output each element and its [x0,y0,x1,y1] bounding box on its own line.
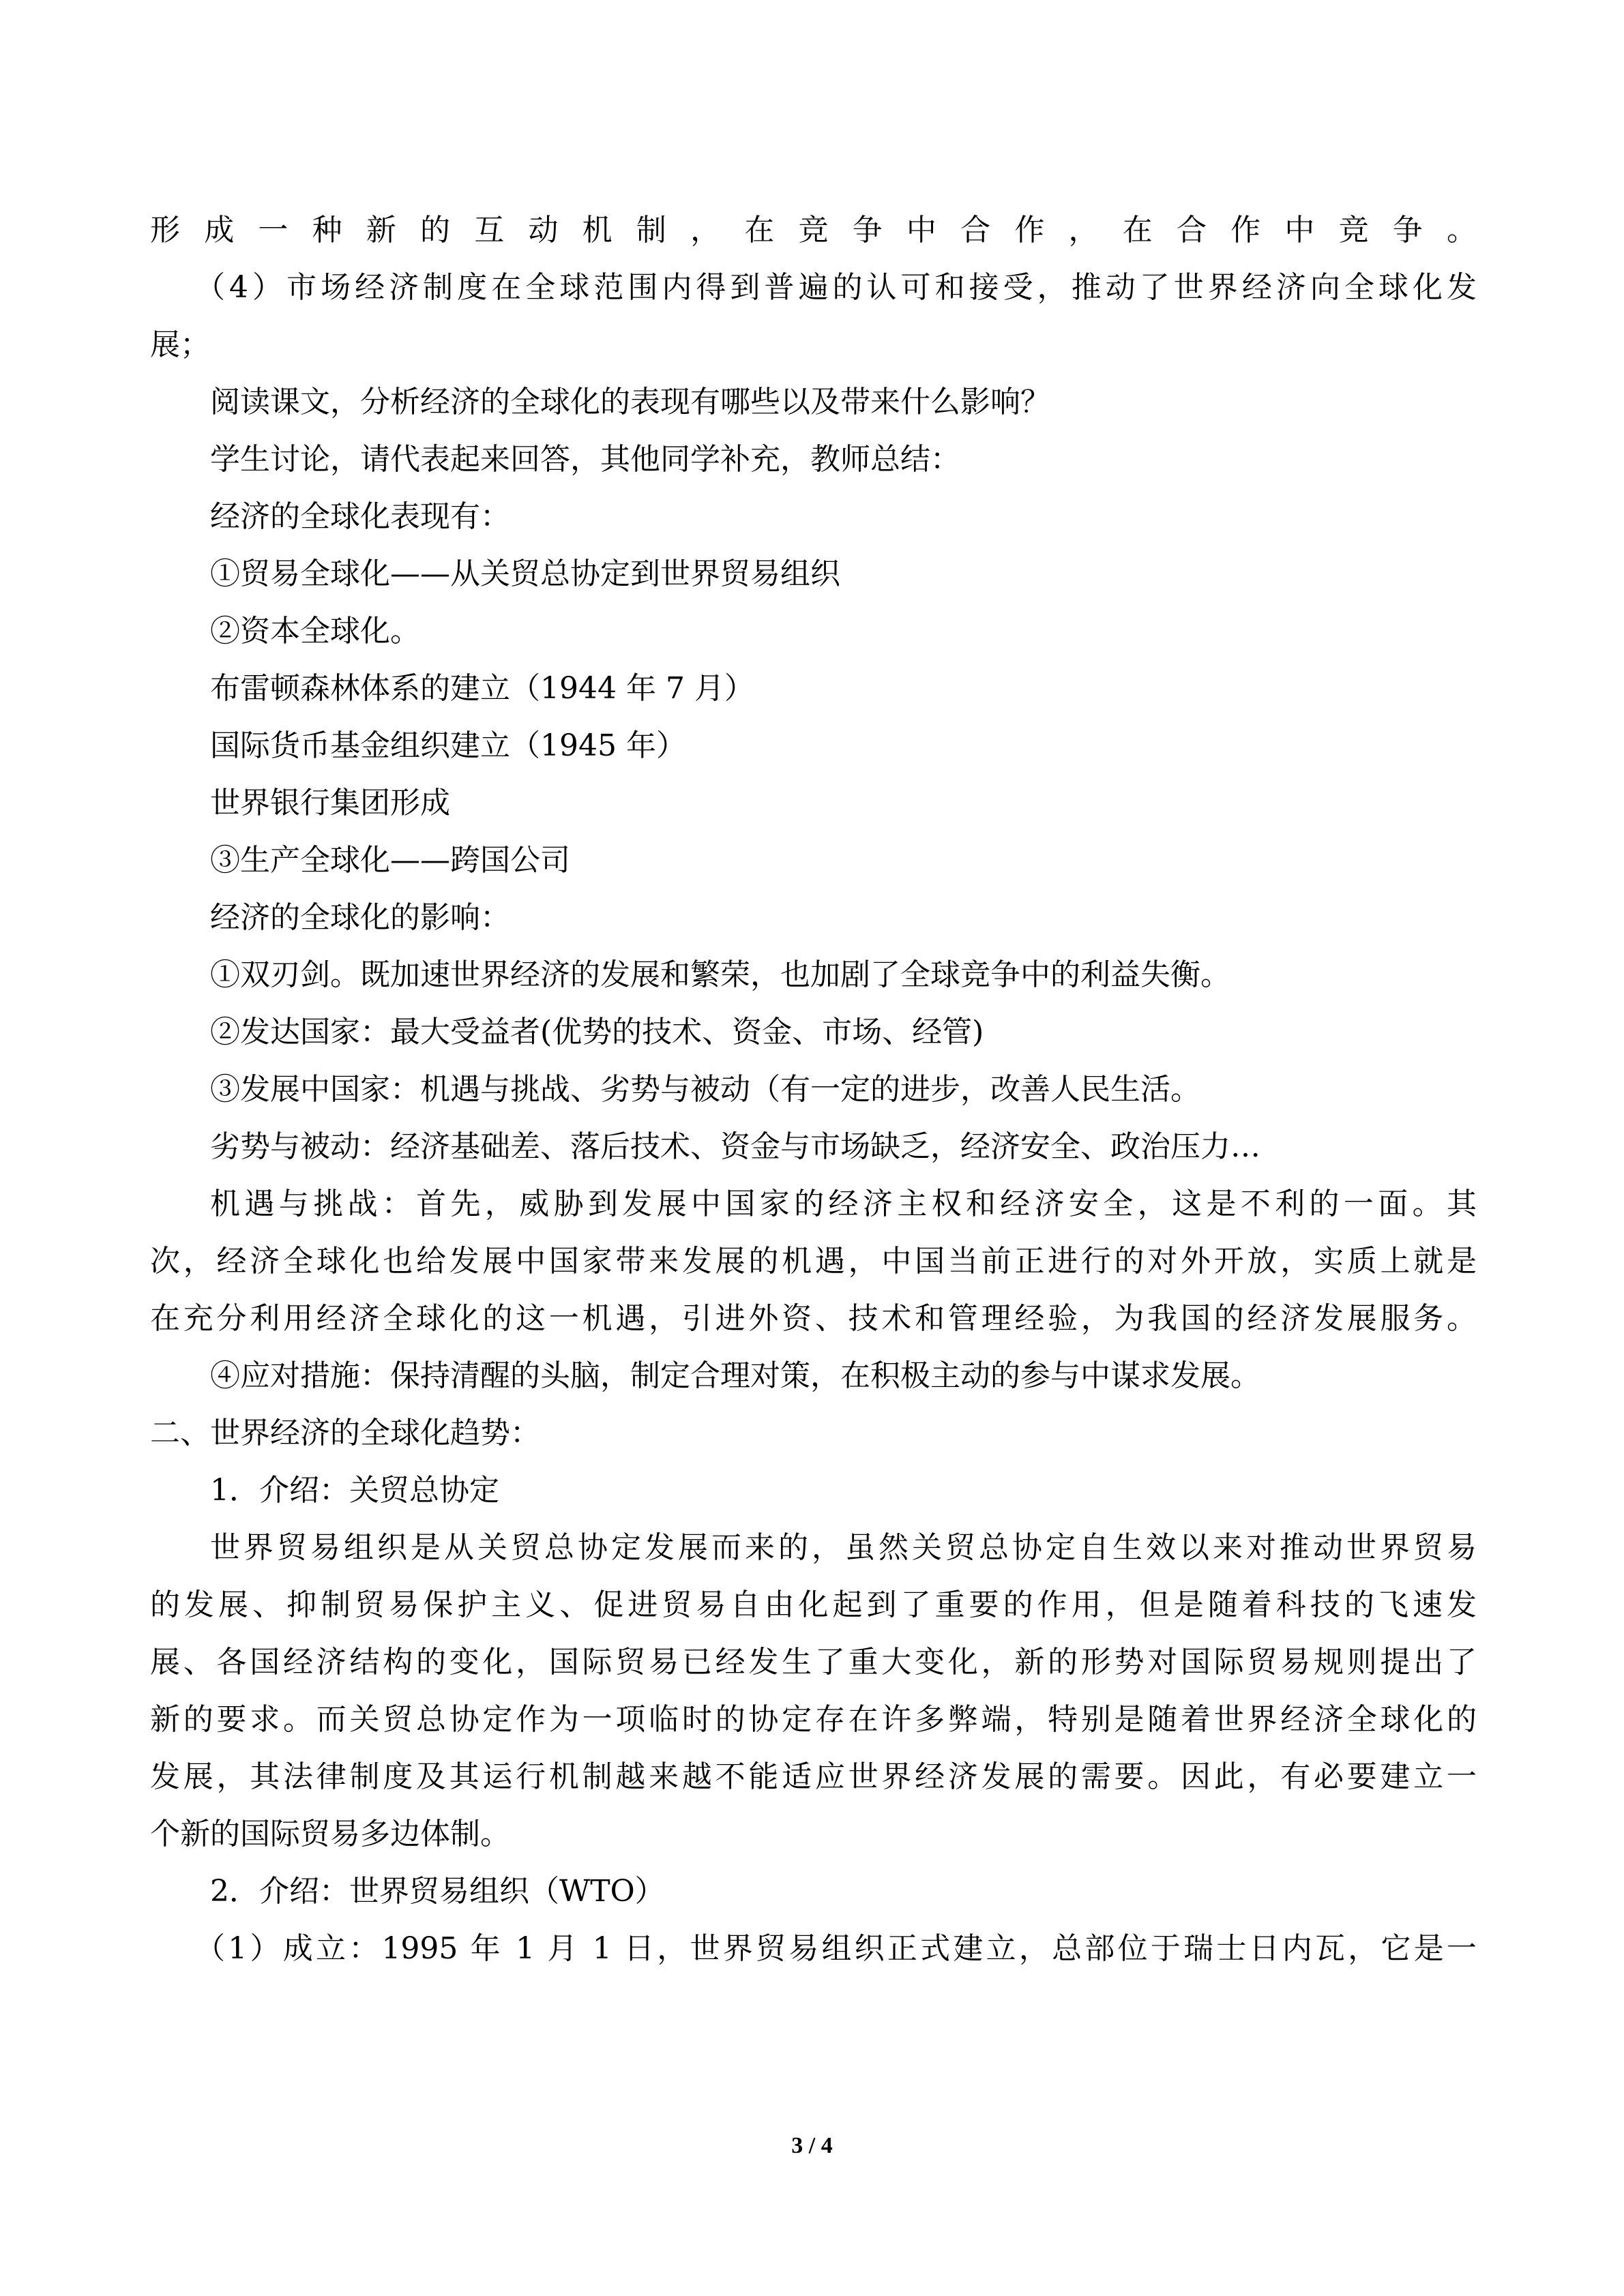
text-line: 世界银行集团形成 [210,786,450,820]
text-line: ①双刃剑。既加速世界经济的发展和繁荣，也加剧了全球竞争中的利益失衡。 [210,957,1230,992]
text-line: 个新的国际贸易多边体制。 [150,1817,510,1851]
text-line: （4）市场经济制度在全球范围内得到普遍的认可和接受，推动了世界经济向全球化发 [195,270,1477,305]
text-line: 机遇与挑战：首先，威胁到发展中国家的经济主权和经济安全，这是不利的一面。其 [210,1187,1477,1221]
text-line: 学生讨论，请代表起来回答，其他同学补充，教师总结： [210,442,960,477]
text-line: 世界贸易组织是从关贸总协定发展而来的，虽然关贸总协定自生效以来对推动世界贸易 [210,1530,1477,1565]
text-line: ②发达国家：最大受益者(优势的技术、资金、市场、经管) [210,1015,984,1049]
page-body [150,202,1477,1978]
text-line: 阅读课文，分析经济的全球化的表现有哪些以及带来什么影响？ [210,385,1050,419]
subsection-heading: 2．介绍：世界贸易组织（WTO） [210,1874,665,1909]
subsection-heading: 1．介绍：关贸总协定 [210,1473,499,1508]
page-number: 3 / 4 [791,2133,833,2158]
text-line: ②资本全球化。 [210,614,420,648]
text-line: 劣势与被动：经济基础差、落后技术、资金与市场缺乏，经济安全、政治压力… [210,1129,1260,1164]
text-line: 展； [150,327,210,362]
text-line: 形成一种新的互动机制，在竞争中合作，在合作中竞争。 [150,213,1477,248]
section-heading: 二、世界经济的全球化趋势： [150,1416,540,1450]
text-line: 经济的全球化表现有： [210,499,510,534]
text-line: 的发展、抑制贸易保护主义、促进贸易自由化起到了重要的作用，但是随着科技的飞速发 [150,1587,1477,1622]
text-line: 新的要求。而关贸总协定作为一项临时的协定存在许多弊端，特别是随着世界经济全球化的 [150,1702,1477,1737]
text-line: ③发展中国家：机遇与挑战、劣势与被动（有一定的进步，改善人民生活。 [210,1072,1200,1107]
text-line: 布雷顿森林体系的建立（1944 年 7 月） [210,671,754,706]
text-line: 次，经济全球化也给发展中国家带来发展的机遇，中国当前正进行的对外开放，实质上就是 [150,1244,1477,1279]
text-line: 展、各国经济结构的变化，国际贸易已经发生了重大变化，新的形势对国际贸易规则提出了 [150,1645,1477,1680]
text-line: ③生产全球化——跨国公司 [210,843,570,878]
text-line: ①贸易全球化——从关贸总协定到世界贸易组织 [210,556,840,591]
text-line: 发展，其法律制度及其运行机制越来越不能适应世界经济发展的需要。因此，有必要建立一 [150,1759,1477,1794]
text-line: 在充分利用经济全球化的这一机遇，引进外资、技术和管理经验，为我国的经济发展服务。 [150,1301,1477,1336]
text-line: ④应对措施：保持清醒的头脑，制定合理对策，在积极主动的参与中谋求发展。 [210,1358,1260,1393]
text-line: 国际货币基金组织建立（1945 年） [210,728,686,763]
text-line: 经济的全球化的影响： [210,900,510,935]
text-line: （1）成立：1995 年 1 月 1 日，世界贸易组织正式建立，总部位于瑞士日内瓦，它是一 [195,1931,1477,1966]
